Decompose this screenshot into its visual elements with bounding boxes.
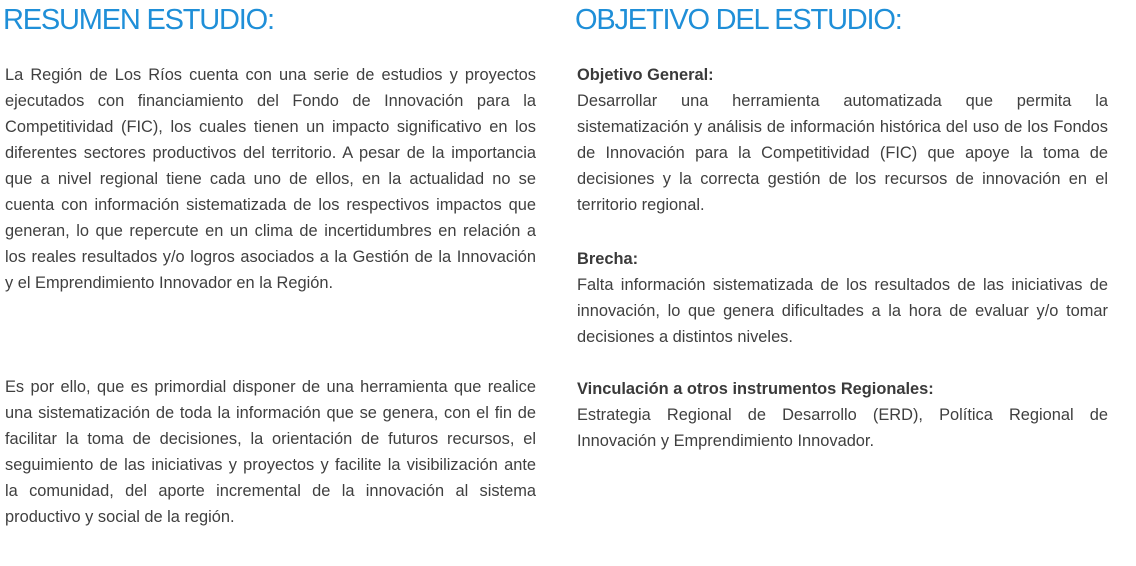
brecha-block [577, 246, 1108, 350]
brecha-label: Brecha: [577, 250, 639, 268]
objetivo-general-text: Desarrollar una herramienta automatizada que permita la sistematización y análisis de información histórica del uso de los Fondos de Innovación para la Competitividad (FIC) que apoye la toma de decisiones y la correcta gestión de los recursos de innovación en el territorio regional. [577, 92, 1108, 214]
objetivo-general-block [577, 62, 1108, 218]
brecha-text: Falta información sistematizada de los resultados de las iniciativas de innovación, lo que genera dificultades a la hora de evaluar y/o tomar decisiones a distintos niveles. [577, 276, 1108, 346]
vinculacion-label: Vinculación a otros instrumentos Regionales: [577, 380, 934, 398]
resumen-paragraph-1: La Región de Los Ríos cuenta con una serie de estudios y proyectos ejecutados con financiamiento del Fondo de Innovación para la Competitividad (FIC), los cuales tienen un impacto significativo en los diferentes sectores productivos del territorio. A pesar de la importancia que a nivel regional tiene cada uno de ellos, en la actualidad no se cuenta con información sistematizada de los respectivos impactos que generan, lo que repercute en un clima de incertidumbres en relación a los reales resultados y/o logros asociados a la Gestión de la Innovación y el Emprendimiento Innovador en la Región. [5, 66, 536, 292]
resumen-heading: RESUMEN ESTUDIO: [3, 4, 274, 36]
objetivo-heading: OBJETIVO DEL ESTUDIO: [575, 4, 902, 36]
vinculacion-block [577, 376, 1108, 454]
vinculacion-text: Estrategia Regional de Desarrollo (ERD), Política Regional de Innovación y Emprendimiento Innovador. [577, 406, 1108, 450]
resumen-paragraph-2: Es por ello, que es primordial disponer de una herramienta que realice una sistematización de toda la información que se genera, con el fin de facilitar la toma de decisiones, la orientación de futuros recursos, el seguimiento de las iniciativas y proyectos y facilite la visibilización ante la comunidad, del aporte incremental de la innovación al sistema productivo y social de la región. [5, 378, 536, 526]
objetivo-general-label: Objetivo General: [577, 66, 714, 84]
